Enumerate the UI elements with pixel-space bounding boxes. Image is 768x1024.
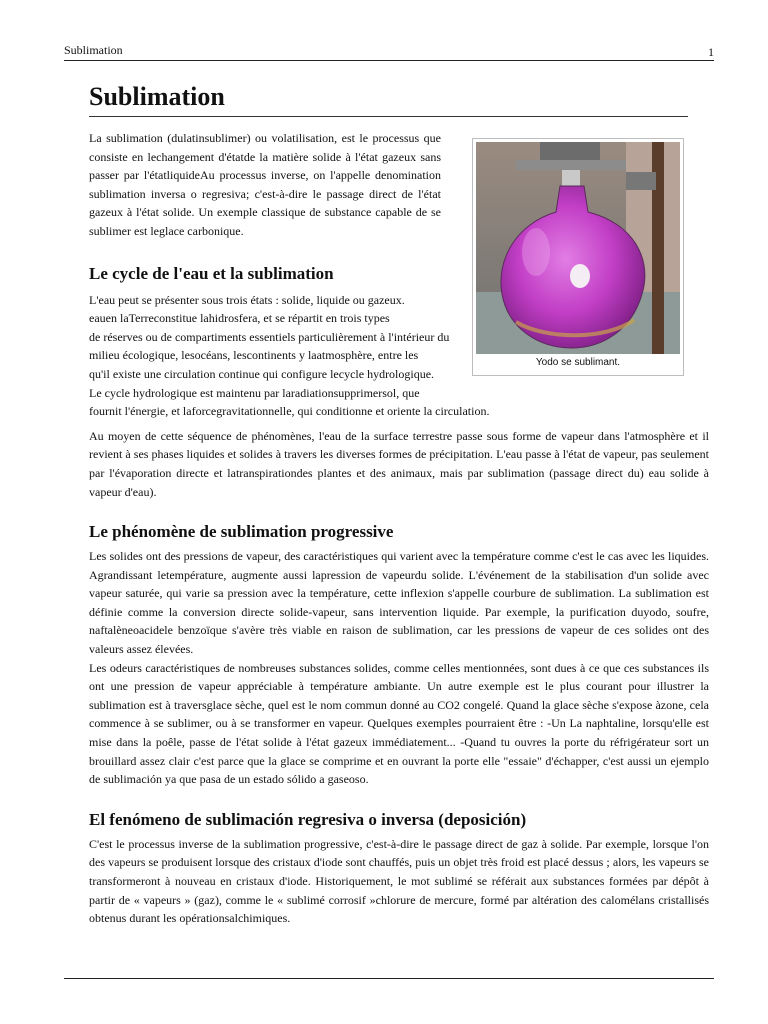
section-water-cycle-paragraph-2: Au moyen de cette séquence de phénomènes, l'eau de la surface terrestre passe sous forme de vapeur dans l'atmosphère et il revient à ses phases liquides et solides à travers les diverses formes de précipitation. L'eau passe à l'état de vapeur, pas seulement par l'évaporation directe et latranspirationdes plantes et des animaux, mais par sublimation (passage direct du) eau solide à vapeur d'eau). xyxy=(89,428,709,499)
text-line: de réserves ou de compartiments essentiels particulièrement à l'intérieur du xyxy=(89,329,450,344)
section-water-cycle-paragraph-1 xyxy=(89,291,709,421)
text-line: qu'il existe une circulation continue qui configure lecycle hydrologique. xyxy=(89,366,435,381)
section-progressive-paragraph-2: Les odeurs caractéristiques de nombreuses substances solides, comme celles mentionnées, sont dues à ce que ces substances ils ont une pression de vapeur appréciable à température ambiante. Un autre exemple est le plus courant pour illustrer la sublimation est à traversglace sèche, quel est le nom commun donné au CO2 congelé. Quand la glace sèche s'expose àzone, cela commence à se sublimer, ou à se transformer en vapeur. Quelques exemples pourraient être : -Un La naphtaline, lorsqu'elle est mise dans la poêle, passe de l'état solide à l'état gazeux immédiatement... -Quand tu ouvres la porte du réfrigérateur sort un brouillard assez clair c'est parce que la glace se comprime et en ouvrant la porte elle "essaie" d'échapper, c'est aussi un ejemplo de sublimación ya que pasa de un estado sólido a gaseoso. xyxy=(89,660,709,787)
section-regressive-paragraph: C'est le processus inverse de la sublimation progressive, c'est-à-dire le passage direct de gaz à solide. Par exemple, lorsque l'on des vapeurs se produisent lorsque des cristaux d'iode sont chauffés, puis un objet très froid est placé dessus ; alors, les vapeurs se transformeront à nouveau en cristaux d'iode. Historiquement, le mot sublimé se référait aux substances formées par dépôt à partir de « vapeurs » (gaz), comme le « sublimé corrosif »chlorure de mercure, formé par altération des calomélans cristallisés obtenus durant les opérationsalchimiques. xyxy=(89,836,709,926)
text-line: eauen laTerreconstitue lahidrosfera, et se répartit en trois types xyxy=(89,311,390,326)
running-header xyxy=(64,42,714,61)
article-content xyxy=(89,80,709,928)
intro-paragraph: La sublimation (dulatinsublimer) ou volatilisation, est le processus que consiste en lechangement d'étatde la matière solide à l'état gazeux sans passer par l'étatliquideAu processus inverse, on l'appelle denomination sublimation inversa o regresiva; c'est-à-dire le passage direct de l'état gazeux à l'état solide. Un exemple classique de substance capable de se sublimer est leglace carbonique. xyxy=(89,131,441,238)
section-progressive-paragraph-1: Les solides ont des pressions de vapeur, des caractéristiques qui varient avec la température comme c'est le cas avec les liquides. Agrandissant letempérature, augmente aussi lapression de vapeurdu solide. L'événement de la stabilisation d'un solide avec vapeur saturée, qui varie sa pression avec la température, cette inflexion s'appelle courbure de sublimation. La sublimation est définie comme la conversion directe solide-vapeur, sans intervention liquide. Par exemple, la purification duyodo, soufre, naftalèneoacidele benzoïque s'avère très viable en raison de sublimation, car les pressions de vapeur de ces solides ont des valeurs assez élevées. xyxy=(89,549,709,657)
page-number: 1 xyxy=(708,45,714,59)
section-regressive-title: El fenómeno de sublimación regresiva o inversa (deposición) xyxy=(89,809,527,829)
page-title: Sublimation xyxy=(89,80,688,117)
running-title: Sublimation xyxy=(64,43,123,57)
figure-caption: Yodo se sublimant. xyxy=(535,357,621,368)
section-progressive-title: Le phénomène de sublimation progressive xyxy=(89,522,394,542)
text-line: Le cycle hydrologique est maintenu par laradiationsupprimersol, que xyxy=(89,385,420,400)
text-line: milieu écologique, lesocéans, lescontinents y laatmosphère, entre les xyxy=(89,348,419,363)
text-line: L'eau peut se présenter sous trois états : solide, liquide ou gazeux. xyxy=(89,292,405,307)
section-water-cycle-title: Le cycle de l'eau et la sublimation xyxy=(89,263,334,283)
footer-rule xyxy=(64,978,714,979)
text-line: fournit l'énergie, et laforcegravitationnelle, qui conditionne et oriente la circulation. xyxy=(89,404,490,419)
